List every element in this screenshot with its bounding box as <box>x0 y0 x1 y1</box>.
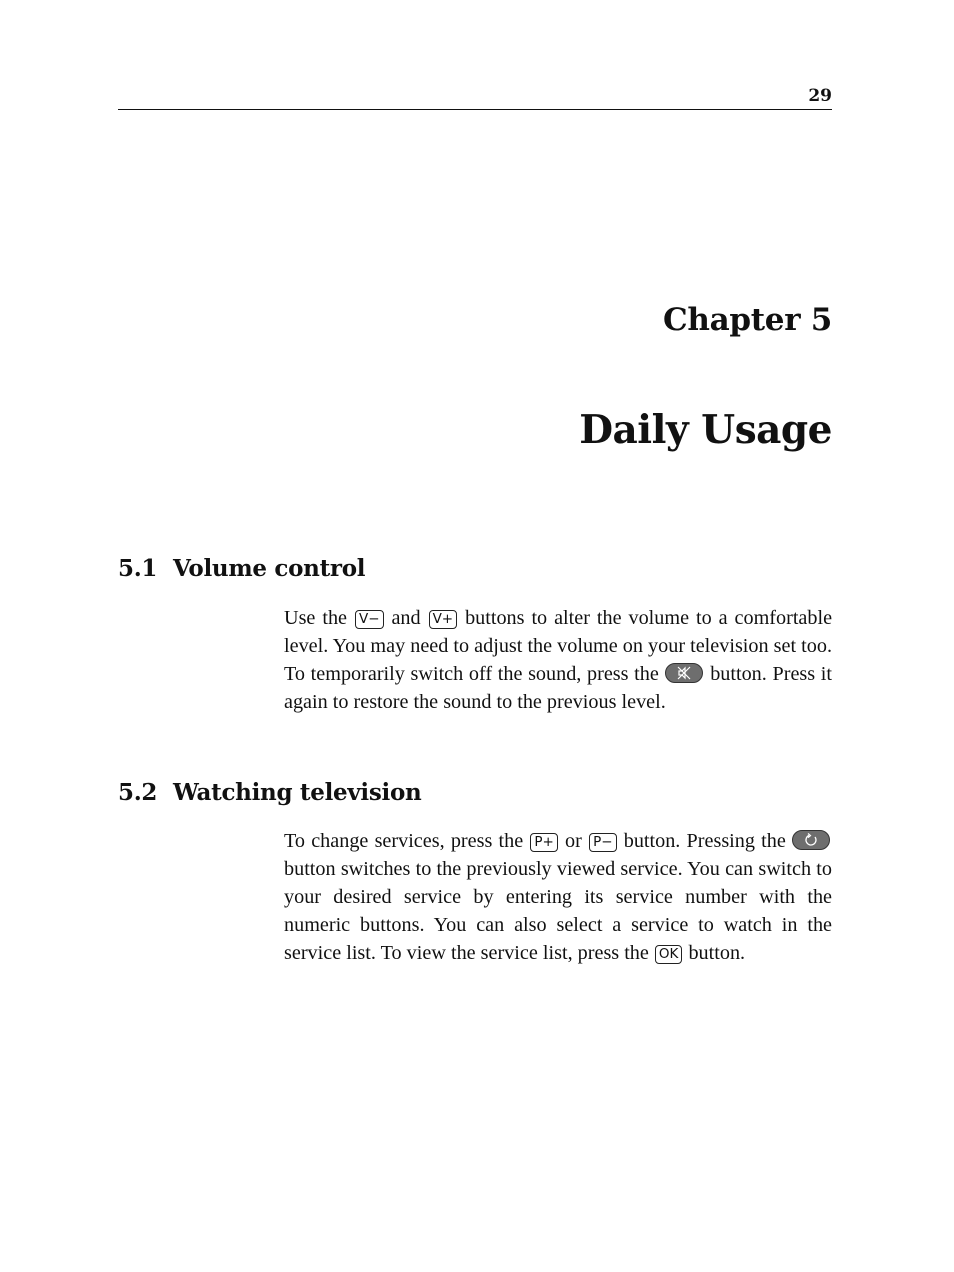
paragraph-volume-control <box>284 604 832 716</box>
section-title: Watching television <box>173 779 422 806</box>
text-span: To change services, press the <box>284 830 524 852</box>
text-span: or <box>565 830 582 852</box>
paragraph-watching-television <box>284 827 832 967</box>
volume-up-key: V+ <box>429 610 458 629</box>
program-down-key: P− <box>589 833 616 852</box>
volume-down-key: V− <box>355 610 384 629</box>
text-span: and <box>391 607 421 629</box>
text-span: button. Press it again to restore the sound to the previous level. <box>284 663 833 713</box>
text-span: button. Pressing the <box>623 830 786 852</box>
program-up-key: P+ <box>530 833 557 852</box>
chapter-label: Chapter 5 <box>662 302 832 338</box>
section-heading-watching-television <box>118 779 832 806</box>
mute-icon <box>665 663 703 683</box>
chapter-title: Daily Usage <box>579 407 832 453</box>
ok-key: OK <box>655 945 682 964</box>
text-span: button switches to the previously viewed service. You can switch to your desired service by entering its service number with the numeric buttons. You can also select a service to watch in the service list. To view the service list, press the <box>284 858 832 964</box>
text-span: button. <box>688 942 746 964</box>
text-span: Use the <box>284 607 347 629</box>
section-number: 5.1 <box>118 555 158 582</box>
section-number: 5.2 <box>118 779 158 806</box>
header-rule <box>118 109 832 110</box>
section-heading-volume-control <box>118 555 832 582</box>
page-number: 29 <box>808 86 832 106</box>
section-title: Volume control <box>173 555 366 582</box>
text-span: buttons to alter the volume to a comfortable level. You may need to adjust the volume on your television set too. To temporarily switch off the sound, press the <box>284 607 833 685</box>
recall-icon <box>792 830 830 850</box>
